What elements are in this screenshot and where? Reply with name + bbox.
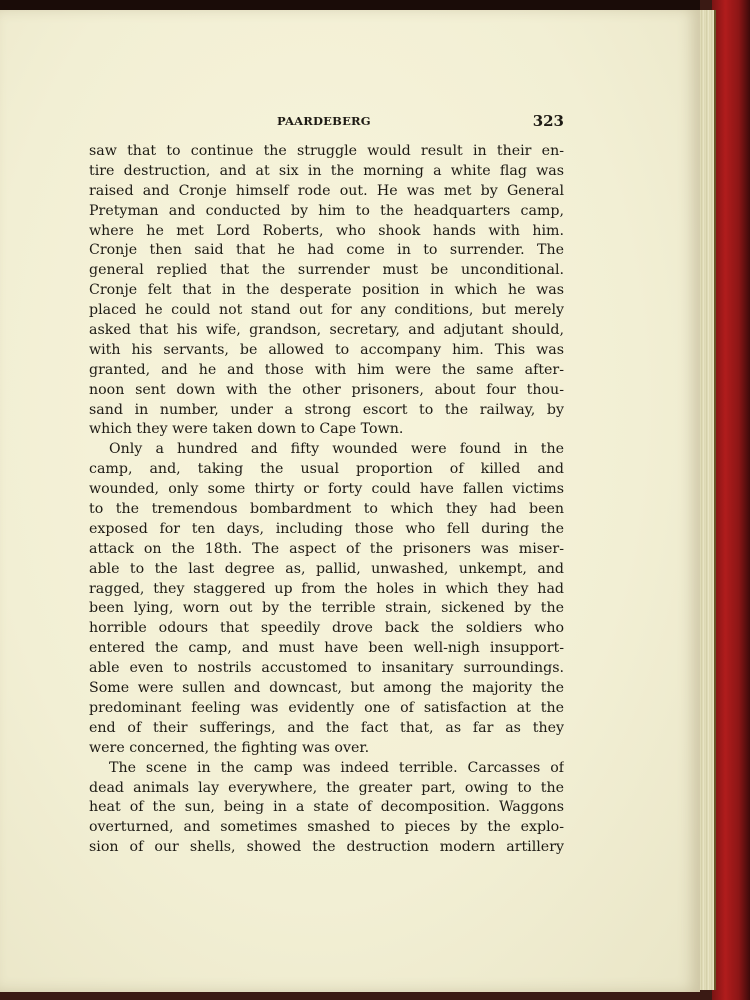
- paragraph: [89, 440, 564, 758]
- text-line: attack on the 18th. The aspect of the prisoners was miser-: [89, 540, 564, 557]
- text-line: granted, and he and those with him were the same after-: [89, 361, 564, 378]
- text-line: horrible odours that speedily drove back the soldiers who: [89, 620, 564, 637]
- text-line: Only a hundred and fifty wounded were found in the: [109, 441, 564, 458]
- paragraph: [89, 142, 564, 440]
- text-line: placed he could not stand out for any conditions, but merely: [89, 302, 564, 319]
- text-line: able to the last degree as, pallid, unwashed, unkempt, and: [89, 560, 564, 577]
- text-line: exposed for ten days, including those who fell during the: [89, 520, 564, 537]
- page-text-block: [89, 112, 564, 858]
- text-line: were concerned, the fighting was over.: [89, 739, 370, 756]
- text-line: Pretyman and conducted by him to the headquarters camp,: [89, 202, 564, 219]
- text-line: overturned, and sometimes smashed to pieces by the explo-: [89, 819, 564, 836]
- text-line: where he met Lord Roberts, who shook hands with him.: [89, 222, 564, 239]
- text-line: asked that his wife, grandson, secretary, and adjutant should,: [89, 322, 564, 339]
- text-line: sand in number, under a strong escort to the railway, by: [89, 401, 564, 418]
- text-line: able even to nostrils accustomed to insanitary surroundings.: [89, 660, 564, 677]
- text-line: saw that to continue the struggle would result in their en-: [89, 143, 564, 159]
- text-line: general replied that the surrender must be unconditional.: [89, 262, 564, 279]
- page-top-shadow: [0, 0, 700, 10]
- running-title: PAARDEBERG: [277, 114, 371, 128]
- book-cover-edge: [712, 0, 750, 1000]
- paragraph: [89, 759, 564, 858]
- text-line: heat of the sun, being in a state of decomposition. Waggons: [89, 799, 564, 816]
- text-line: end of their sufferings, and the fact that, as far as they: [89, 719, 564, 736]
- text-line: entered the camp, and must have been well-nigh insupport-: [89, 640, 564, 657]
- text-line: camp, and, taking the usual proportion of killed and: [89, 461, 564, 478]
- text-line: which they were taken down to Cape Town.: [89, 421, 404, 438]
- text-line: raised and Cronje himself rode out. He was met by General: [89, 182, 564, 199]
- text-line: wounded, only some thirty or forty could have fallen victims: [89, 481, 564, 498]
- text-line: tire destruction, and at six in the morning a white flag was: [89, 162, 564, 179]
- text-line: sion of our shells, showed the destruction modern artillery: [89, 839, 564, 856]
- text-line: Cronje felt that in the desperate position in which he was: [89, 282, 564, 299]
- text-line: with his servants, be allowed to accompany him. This was: [89, 341, 564, 358]
- text-line: been lying, worn out by the terrible strain, sickened by the: [89, 600, 564, 617]
- text-line: ragged, they staggered up from the holes in which they had: [89, 580, 564, 597]
- page-number: 323: [532, 112, 564, 130]
- text-line: to the tremendous bombardment to which they had been: [89, 501, 564, 518]
- text-line: The scene in the camp was indeed terrible. Carcasses of: [109, 759, 564, 776]
- text-line: Cronje then said that he had come in to surrender. The: [89, 242, 564, 259]
- text-line: dead animals lay everywhere, the greater part, owing to the: [89, 779, 564, 796]
- text-line: noon sent down with the other prisoners, about four thou-: [89, 381, 564, 398]
- text-line: Some were sullen and downcast, but among the majority the: [89, 680, 564, 697]
- running-head: [89, 112, 564, 134]
- text-line: predominant feeling was evidently one of satisfaction at the: [89, 699, 564, 716]
